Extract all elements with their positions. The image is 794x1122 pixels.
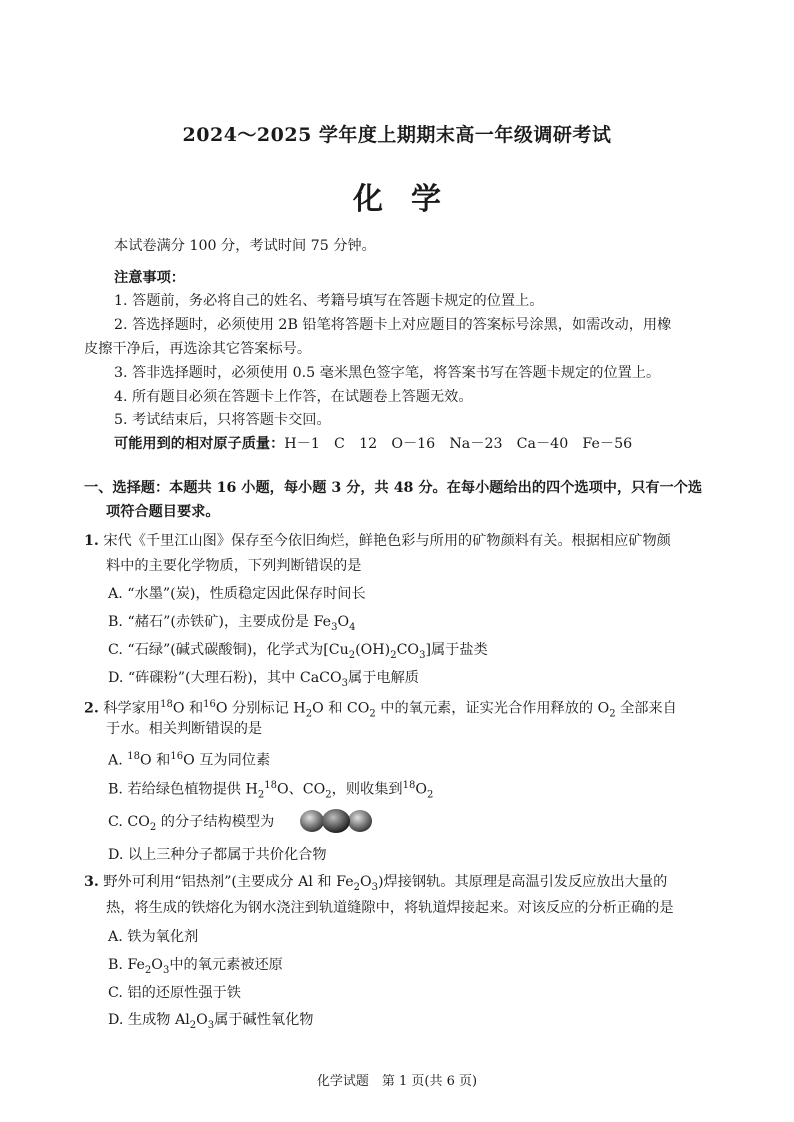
- q1-stem-1: [84, 531, 671, 551]
- q3-option-d: [108, 1010, 313, 1036]
- option-text: O: [415, 781, 427, 798]
- subscript: 2: [348, 649, 356, 661]
- q2-option-b: [108, 776, 433, 806]
- option-label: A.: [108, 752, 123, 769]
- note-2-cont: 皮擦干净后，再选涂其它答案标号。: [84, 341, 312, 357]
- q1-option-c: [108, 640, 488, 666]
- option-text: CO: [396, 642, 420, 658]
- option-text: (OH): [355, 642, 391, 658]
- note-1: 1. 答题前，务必将自己的姓名、考籍号填写在答题卡规定的位置上。: [114, 293, 544, 309]
- q1-stem-2: 料中的主要化学物质，下列判断错误的是: [106, 558, 362, 574]
- superscript: 18: [402, 780, 416, 791]
- option-text: Fe: [127, 957, 145, 973]
- q1-stem-text-1: 宋代《千里江山图》保存至今依旧绚烂，鲜艳色彩与所用的矿物颜料有关。根据相应矿物颜: [103, 533, 671, 549]
- subscript: 2: [144, 964, 152, 976]
- subscript: 3: [162, 964, 170, 976]
- q3-option-c: [108, 983, 241, 1003]
- option-label: A.: [108, 586, 123, 602]
- oxygen-atom-icon: [300, 810, 324, 832]
- subscript: 2: [426, 789, 434, 801]
- q1-option-a: [108, 584, 366, 604]
- subscript: 2: [189, 1019, 197, 1031]
- q3-number: 3.: [84, 874, 99, 890]
- superscript: 16: [203, 699, 216, 710]
- stem-text: )焊接钢轨。其原理是高温引发反应放出大量的: [377, 874, 668, 890]
- option-label: B.: [108, 614, 123, 630]
- note-3: 3. 答非选择题时，必须使用 0.5 毫米黑色签字笔，将答案书写在答题卡规定的位置上。: [114, 365, 661, 381]
- subscript: 2: [390, 649, 397, 661]
- note-2: 2. 答选择题时，必须使用 2B 铅笔将答题卡上对应题目的答案标号涂黑，如需改动，用橡: [114, 317, 672, 333]
- subscript: 4: [349, 621, 356, 633]
- q1-option-b: [108, 612, 355, 638]
- option-text: “石绿”(碱式碳酸铜)，化学式为[Cu: [127, 642, 349, 658]
- q3-option-a: [108, 927, 198, 947]
- superscript: 18: [160, 699, 173, 710]
- atomic-mass-label: 可能用到的相对原子质量：: [114, 436, 285, 452]
- stem-text: 科学家用: [103, 700, 161, 717]
- stem-text: O 和 CO: [312, 700, 370, 717]
- option-label: C.: [108, 814, 123, 830]
- q2-stem-2: 于水。相关判断错误的是: [106, 721, 263, 737]
- atomic-mass-line: [114, 434, 632, 454]
- option-text: 若给绿色植物提供 H: [127, 781, 258, 798]
- q3-stem-2: 热，将生成的铁熔化为钢水浇注到轨道缝隙中，将轨道焊接起来。对该反应的分析正确的是: [106, 900, 674, 916]
- option-text: O 互为同位素: [183, 752, 271, 769]
- option-text: 铁为氧化剂: [127, 929, 199, 945]
- option-label: B.: [108, 781, 123, 798]
- co2-molecule-model-icon: [298, 808, 374, 834]
- option-text: 属于电解质: [348, 670, 419, 686]
- option-text: O、CO: [276, 781, 326, 798]
- exam-subject: 化学: [353, 182, 469, 217]
- option-text: 铝的还原性强于铁: [127, 985, 241, 1001]
- subscript: 2: [369, 708, 376, 720]
- section1-heading-2: 项符合题目要求。: [106, 504, 220, 520]
- option-label: D.: [108, 847, 124, 863]
- option-text: O 和: [140, 752, 171, 769]
- q1-number: 1.: [84, 533, 99, 549]
- note-5: 5. 考试结束后，只将答题卡交回。: [114, 412, 331, 428]
- subscript: 3: [207, 1019, 215, 1031]
- subscript: 3: [419, 649, 426, 661]
- option-text: “砗磲粉”(大理石粉)，其中 CaCO: [127, 670, 342, 686]
- oxygen-atom-icon: [348, 810, 372, 832]
- notes-heading: 注意事项：: [114, 270, 185, 286]
- q3-option-b: [108, 955, 283, 981]
- option-text: 的分子结构模型为: [156, 814, 275, 830]
- option-text: O: [151, 957, 163, 973]
- option-text: 生成物 Al: [127, 1012, 190, 1028]
- option-label: D.: [108, 1012, 124, 1028]
- q2-option-d: [108, 845, 327, 865]
- option-text: O: [196, 1012, 208, 1028]
- option-text: ，则收集到: [331, 781, 403, 798]
- atomic-mass-values: H－1 C 12 O－16 Na－23 Ca－40 Fe－56: [284, 436, 633, 452]
- superscript: 18: [264, 780, 277, 791]
- option-text: “水墨”(炭)，性质稳定因此保存时间长: [127, 586, 366, 602]
- option-label: C.: [108, 985, 123, 1001]
- option-text: O: [337, 614, 350, 630]
- subscript: 3: [331, 621, 338, 633]
- subscript: 2: [609, 708, 616, 720]
- section1-heading-1: 一、选择题：本题共 16 小题，每小题 3 分，共 48 分。在每小题给出的四个选项中，只有一个选: [84, 480, 703, 496]
- option-label: A.: [108, 929, 123, 945]
- q1-option-d: [108, 668, 419, 694]
- q2-option-a: [108, 747, 270, 771]
- subscript: 2: [353, 881, 360, 893]
- superscript: 18: [127, 751, 141, 762]
- note-4: 4. 所有题目必须在答题卡上作答，在试题卷上答题无效。: [114, 389, 473, 405]
- stem-text: 全部来自: [615, 700, 677, 717]
- subscript: 3: [341, 677, 349, 689]
- subscript: 2: [149, 821, 157, 833]
- superscript: 16: [170, 751, 184, 762]
- q2-number: 2.: [84, 700, 99, 717]
- option-text: ]属于盐类: [425, 642, 488, 658]
- option-label: C.: [108, 642, 123, 658]
- stem-text: O: [359, 874, 372, 890]
- carbon-atom-icon: [322, 809, 350, 833]
- stem-text: O 分别标记 H: [215, 700, 306, 717]
- option-text: 中的氧元素被还原: [169, 957, 283, 973]
- option-text: CO: [127, 814, 150, 830]
- option-label: D.: [108, 670, 124, 686]
- page-footer: 化学试题 第 1 页(共 6 页): [316, 1074, 478, 1089]
- q3-stem-1: [84, 872, 667, 898]
- subscript: 2: [325, 789, 332, 801]
- option-label: B.: [108, 957, 123, 973]
- option-text: 以上三种分子都属于共价化合物: [127, 847, 327, 863]
- q2-option-c: [108, 812, 274, 838]
- exam-title: 2024～2025 学年度上期期末高一年级调研考试: [182, 124, 612, 146]
- full-score-line: 本试卷满分 100 分，考试时间 75 分钟。: [114, 238, 376, 254]
- stem-text: 中的氧元素，证实光合作用释放的 O: [375, 700, 610, 717]
- subscript: 3: [371, 881, 378, 893]
- option-text: “赭石”(赤铁矿)，主要成份是 Fe: [127, 614, 332, 630]
- stem-text: O 和: [172, 700, 204, 717]
- stem-text: 野外可利用“铝热剂”(主要成分 Al 和 Fe: [103, 874, 354, 890]
- subscript: 2: [257, 789, 265, 801]
- subscript: 2: [305, 708, 313, 720]
- option-text: 属于碱性氧化物: [214, 1012, 314, 1028]
